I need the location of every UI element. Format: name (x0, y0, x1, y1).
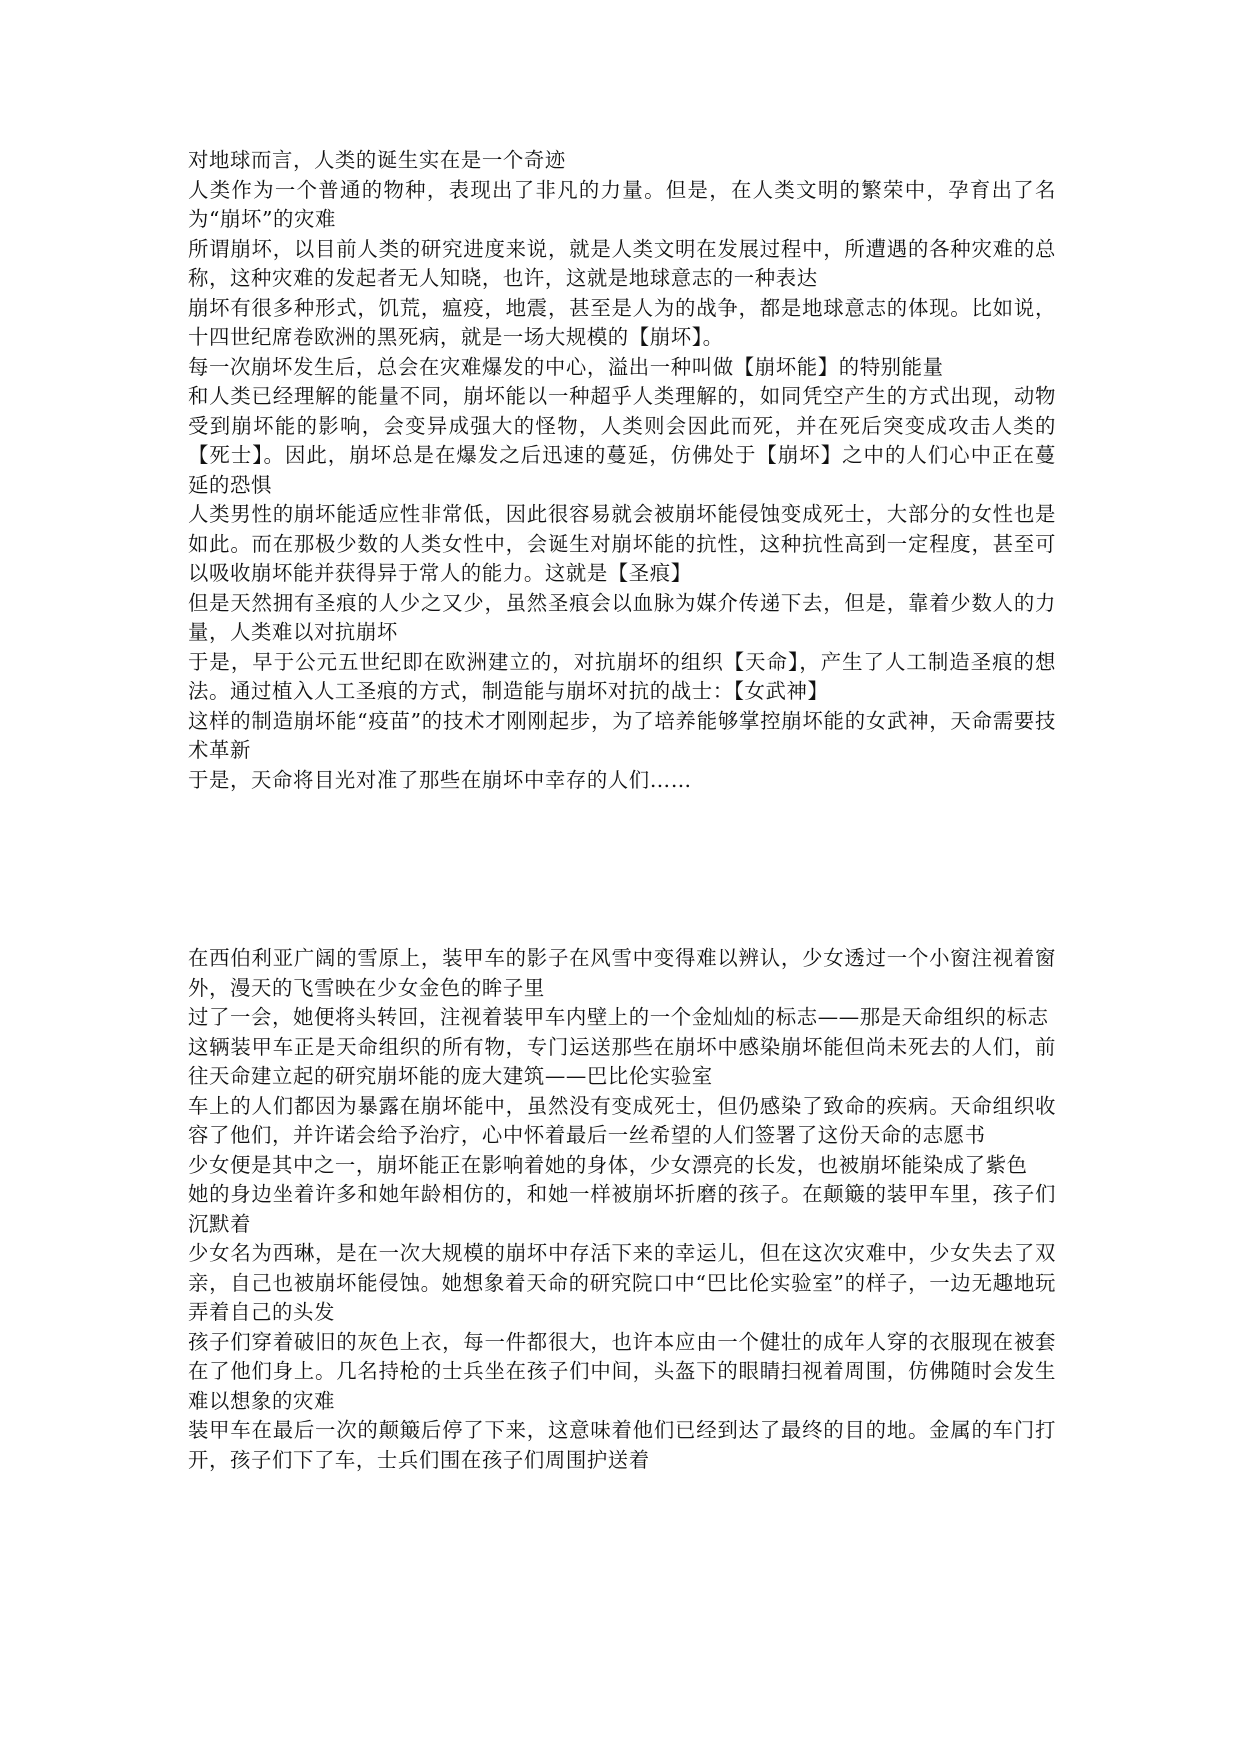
paragraph: 车上的人们都因为暴露在崩坏能中，虽然没有变成死士，但仍感染了致命的疾病。天命组织收容了他们，并许诺会给予治疗，心中怀着最后一丝希望的人们签署了这份天命的志愿书 (188, 1093, 1056, 1147)
section-spacer (188, 795, 1056, 944)
paragraph: 她的身边坐着许多和她年龄相仿的，和她一样被崩坏折磨的孩子。在颠簸的装甲车里，孩子们沉默着 (188, 1182, 1056, 1236)
paragraph: 于是，早于公元五世纪即在欧洲建立的，对抗崩坏的组织【天命】，产生了人工制造圣痕的想法。通过植入人工圣痕的方式，制造能与崩坏对抗的战士：【女武神】 (188, 649, 1056, 703)
document-page (188, 146, 1056, 1475)
story-section (188, 944, 1056, 1475)
intro-section (188, 146, 1056, 795)
paragraph: 在西伯利亚广阔的雪原上，装甲车的影子在风雪中变得难以辨认，少女透过一个小窗注视着窗外，漫天的飞雪映在少女金色的眸子里 (188, 946, 1056, 1000)
paragraph: 少女便是其中之一，崩坏能正在影响着她的身体，少女漂亮的长发，也被崩坏能染成了紫色 (188, 1152, 1028, 1177)
paragraph: 和人类已经理解的能量不同，崩坏能以一种超乎人类理解的，如同凭空产生的方式出现，动物受到崩坏能的影响，会变异成强大的怪物，人类则会因此而死，并在死后突变成攻击人类的【死士】。因此，崩坏总是在爆发之后迅速的蔓延，仿佛处于【崩坏】之中的人们心中正在蔓延的恐惧 (188, 384, 1056, 497)
paragraph: 崩坏有很多种形式，饥荒，瘟疫，地震，甚至是人为的战争，都是地球意志的体现。比如说，十四世纪席卷欧洲的黑死病，就是一场大规模的【崩坏】。 (188, 295, 1056, 349)
paragraph: 少女名为西琳，是在一次大规模的崩坏中存活下来的幸运儿，但在这次灾难中，少女失去了双亲，自己也被崩坏能侵蚀。她想象着天命的研究院口中“巴比伦实验室”的样子，一边无趣地玩弄着自己的头发 (188, 1241, 1056, 1324)
paragraph: 这样的制造崩坏能“疫苗”的技术才刚刚起步，为了培养能够掌控崩坏能的女武神，天命需要技术革新 (188, 708, 1056, 762)
paragraph: 于是，天命将目光对准了那些在崩坏中幸存的人们…… (188, 767, 692, 792)
paragraph: 这辆装甲车正是天命组织的所有物，专门运送那些在崩坏中感染崩坏能但尚未死去的人们，前往天命建立起的研究崩坏能的庞大建筑——巴比伦实验室 (188, 1034, 1056, 1088)
paragraph: 每一次崩坏发生后，总会在灾难爆发的中心，溢出一种叫做【崩坏能】的特别能量 (188, 354, 944, 379)
paragraph: 所谓崩坏，以目前人类的研究进度来说，就是人类文明在发展过程中，所遭遇的各种灾难的总称，这种灾难的发起者无人知晓，也许，这就是地球意志的一种表达 (188, 236, 1056, 290)
paragraph: 但是天然拥有圣痕的人少之又少，虽然圣痕会以血脉为媒介传递下去，但是，靠着少数人的力量，人类难以对抗崩坏 (188, 590, 1056, 644)
paragraph: 过了一会，她便将头转回，注视着装甲车内壁上的一个金灿灿的标志——那是天命组织的标志 (188, 1005, 1049, 1029)
paragraph: 装甲车在最后一次的颠簸后停了下来，这意味着他们已经到达了最终的目的地。金属的车门打开，孩子们下了车，士兵们围在孩子们周围护送着 (188, 1418, 1056, 1472)
paragraph: 人类作为一个普通的物种，表现出了非凡的力量。但是，在人类文明的繁荣中，孕育出了名为“崩坏”的灾难 (188, 177, 1056, 231)
paragraph: 对地球而言，人类的诞生实在是一个奇迹 (188, 148, 566, 172)
paragraph: 孩子们穿着破旧的灰色上衣，每一件都很大，也许本应由一个健壮的成年人穿的衣服现在被套在了他们身上。几名持枪的士兵坐在孩子们中间，头盔下的眼睛扫视着周围，仿佛随时会发生难以想象的灾难 (188, 1329, 1056, 1413)
paragraph: 人类男性的崩坏能适应性非常低，因此很容易就会被崩坏能侵蚀变成死士，大部分的女性也是如此。而在那极少数的人类女性中，会诞生对崩坏能的抗性，这种抗性高到一定程度，甚至可以吸收崩坏能并获得异于常人的能力。这就是【圣痕】 (188, 502, 1056, 585)
